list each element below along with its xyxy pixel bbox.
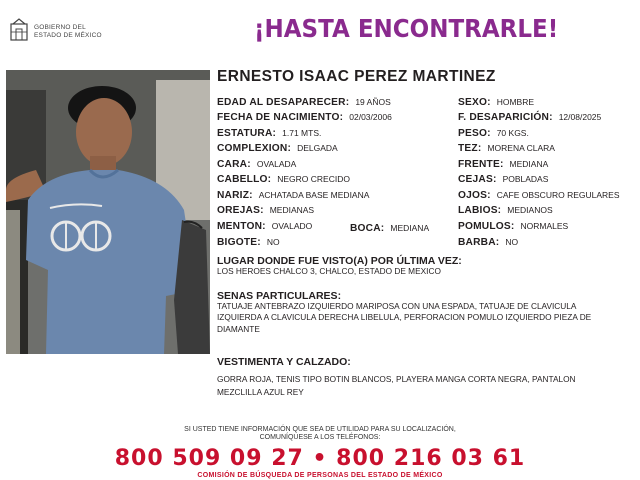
field-boca [350, 223, 429, 234]
field-value: NORMALES [520, 221, 569, 231]
features-title: SENAS PARTICULARES: [217, 290, 342, 302]
field-label: FRENTE: [458, 159, 504, 170]
contact-note-line2: COMUNÍQUESE A LOS TELÉFONOS: [259, 434, 381, 441]
field-label: F. DESAPARICIÓN: [458, 112, 553, 123]
field-label: COMPLEXION: [217, 143, 292, 154]
field-tez [458, 143, 555, 154]
field-pomulos [458, 221, 568, 232]
field-label: BIGOTE: [217, 237, 261, 248]
contact-note-line1: SI USTED TIENE INFORMACIÓN QUE SEA DE UTILIDAD PARA SU LOCALIZACIÓN, [184, 426, 456, 433]
person-photo [6, 70, 210, 354]
field-fecha-nacimiento [217, 112, 392, 123]
field-label: CEJAS: [458, 174, 497, 185]
person-name: ERNESTO ISAAC PEREZ MARTINEZ [217, 68, 496, 85]
field-orejas [217, 205, 314, 216]
field-label: OREJAS: [217, 205, 264, 216]
field-complexion [217, 143, 338, 154]
commission-name: COMISIÓN DE BÚSQUEDA DE PERSONAS DEL ESTADO DE MÉXICO [197, 472, 443, 479]
field-value: 02/03/2006 [349, 112, 392, 122]
field-value: 19 AÑOS [355, 97, 391, 107]
field-menton [217, 221, 312, 232]
field-value: 12/08/2025 [558, 112, 602, 122]
field-nariz [217, 190, 369, 201]
field-value: MEDIANA [509, 159, 549, 169]
field-label: TEZ: [458, 143, 482, 154]
gov-line1: GOBIERNO DEL [34, 24, 86, 31]
field-value: DELGADA [297, 143, 338, 153]
field-edad [217, 97, 391, 108]
field-frente [458, 159, 548, 170]
field-value: NEGRO CRECIDO [277, 174, 350, 184]
field-label: LABIOS: [458, 205, 502, 216]
clothing-text: GORRA ROJA, TENIS TIPO BOTIN BLANCOS, PLAYERA MANGA CORTA NEGRA, PANTALON MEZCLILLA AZUL REY [217, 374, 576, 397]
field-label: SEXO: [458, 97, 491, 108]
field-value: MORENA CLARA [487, 143, 555, 153]
clothing-title: VESTIMENTA Y CALZADO: [217, 356, 351, 368]
field-estatura [217, 128, 321, 139]
field-label: BARBA: [458, 237, 500, 248]
field-value: CAFE OBSCURO REGULARES [496, 190, 620, 200]
field-cabello [217, 174, 350, 185]
headline: ¡HASTA ENCONTRARLE! [254, 14, 559, 43]
field-label: PESO: [458, 128, 491, 139]
field-label: OJOS: [458, 190, 491, 201]
gov-line2: ESTADO DE MÉXICO [34, 31, 102, 39]
field-peso [458, 128, 529, 139]
field-label: CABELLO: [217, 174, 272, 185]
field-sexo [458, 97, 534, 108]
field-barba [458, 237, 518, 248]
features-text: TATUAJE ANTEBRAZO IZQUIERDO MARIPOSA CON UNA ESPADA, TATUAJE DE CLAVICULA IZQUIERDA A CLAVICULA DERECHA LIBELULA, PERFORACION POMULO IZQUIERDO PIEZA DE DIAMANTE [217, 301, 592, 334]
field-value: MEDIANAS [269, 205, 315, 215]
field-ojos [458, 190, 620, 201]
field-label: ESTATURA: [217, 128, 277, 139]
field-label: MENTON: [217, 221, 266, 232]
state-emblem-icon [8, 18, 30, 44]
field-label: EDAD AL DESAPARECER: [217, 97, 350, 108]
field-value: POBLADAS [502, 174, 549, 184]
gov-name [34, 24, 102, 39]
field-value: ACHATADA BASE MEDIANA [258, 190, 370, 200]
field-label: NARIZ: [217, 190, 253, 201]
field-value: HOMBRE [496, 97, 535, 107]
field-cara [217, 159, 296, 170]
field-label: BOCA: [350, 223, 385, 234]
field-label: FECHA DE NACIMIENTO: [217, 112, 344, 123]
field-value: MEDIANOS [507, 205, 553, 215]
gov-logo [8, 18, 128, 48]
field-labios [458, 205, 553, 216]
field-value: NO [505, 237, 519, 247]
field-cejas [458, 174, 548, 185]
field-label: CARA: [217, 159, 251, 170]
last-seen-text: LOS HEROES CHALCO 3, CHALCO, ESTADO DE MEXICO [217, 266, 441, 276]
field-value: MEDIANA [390, 223, 430, 233]
field-bigote [217, 237, 280, 248]
field-value: 1.71 MTS. [282, 128, 322, 138]
field-label: POMULOS: [458, 221, 515, 232]
field-value: NO [266, 237, 280, 247]
contact-note [0, 426, 640, 442]
field-value: OVALADA [256, 159, 297, 169]
field-value: 70 KGS. [496, 128, 529, 138]
phone-numbers: 800 509 09 27 • 800 216 03 61 [114, 446, 526, 471]
field-fecha-desaparicion [458, 112, 601, 123]
field-value: OVALADO [271, 221, 313, 231]
last-seen-title: LUGAR DONDE FUE VISTO(A) POR ÚLTIMA VEZ: [217, 255, 462, 267]
